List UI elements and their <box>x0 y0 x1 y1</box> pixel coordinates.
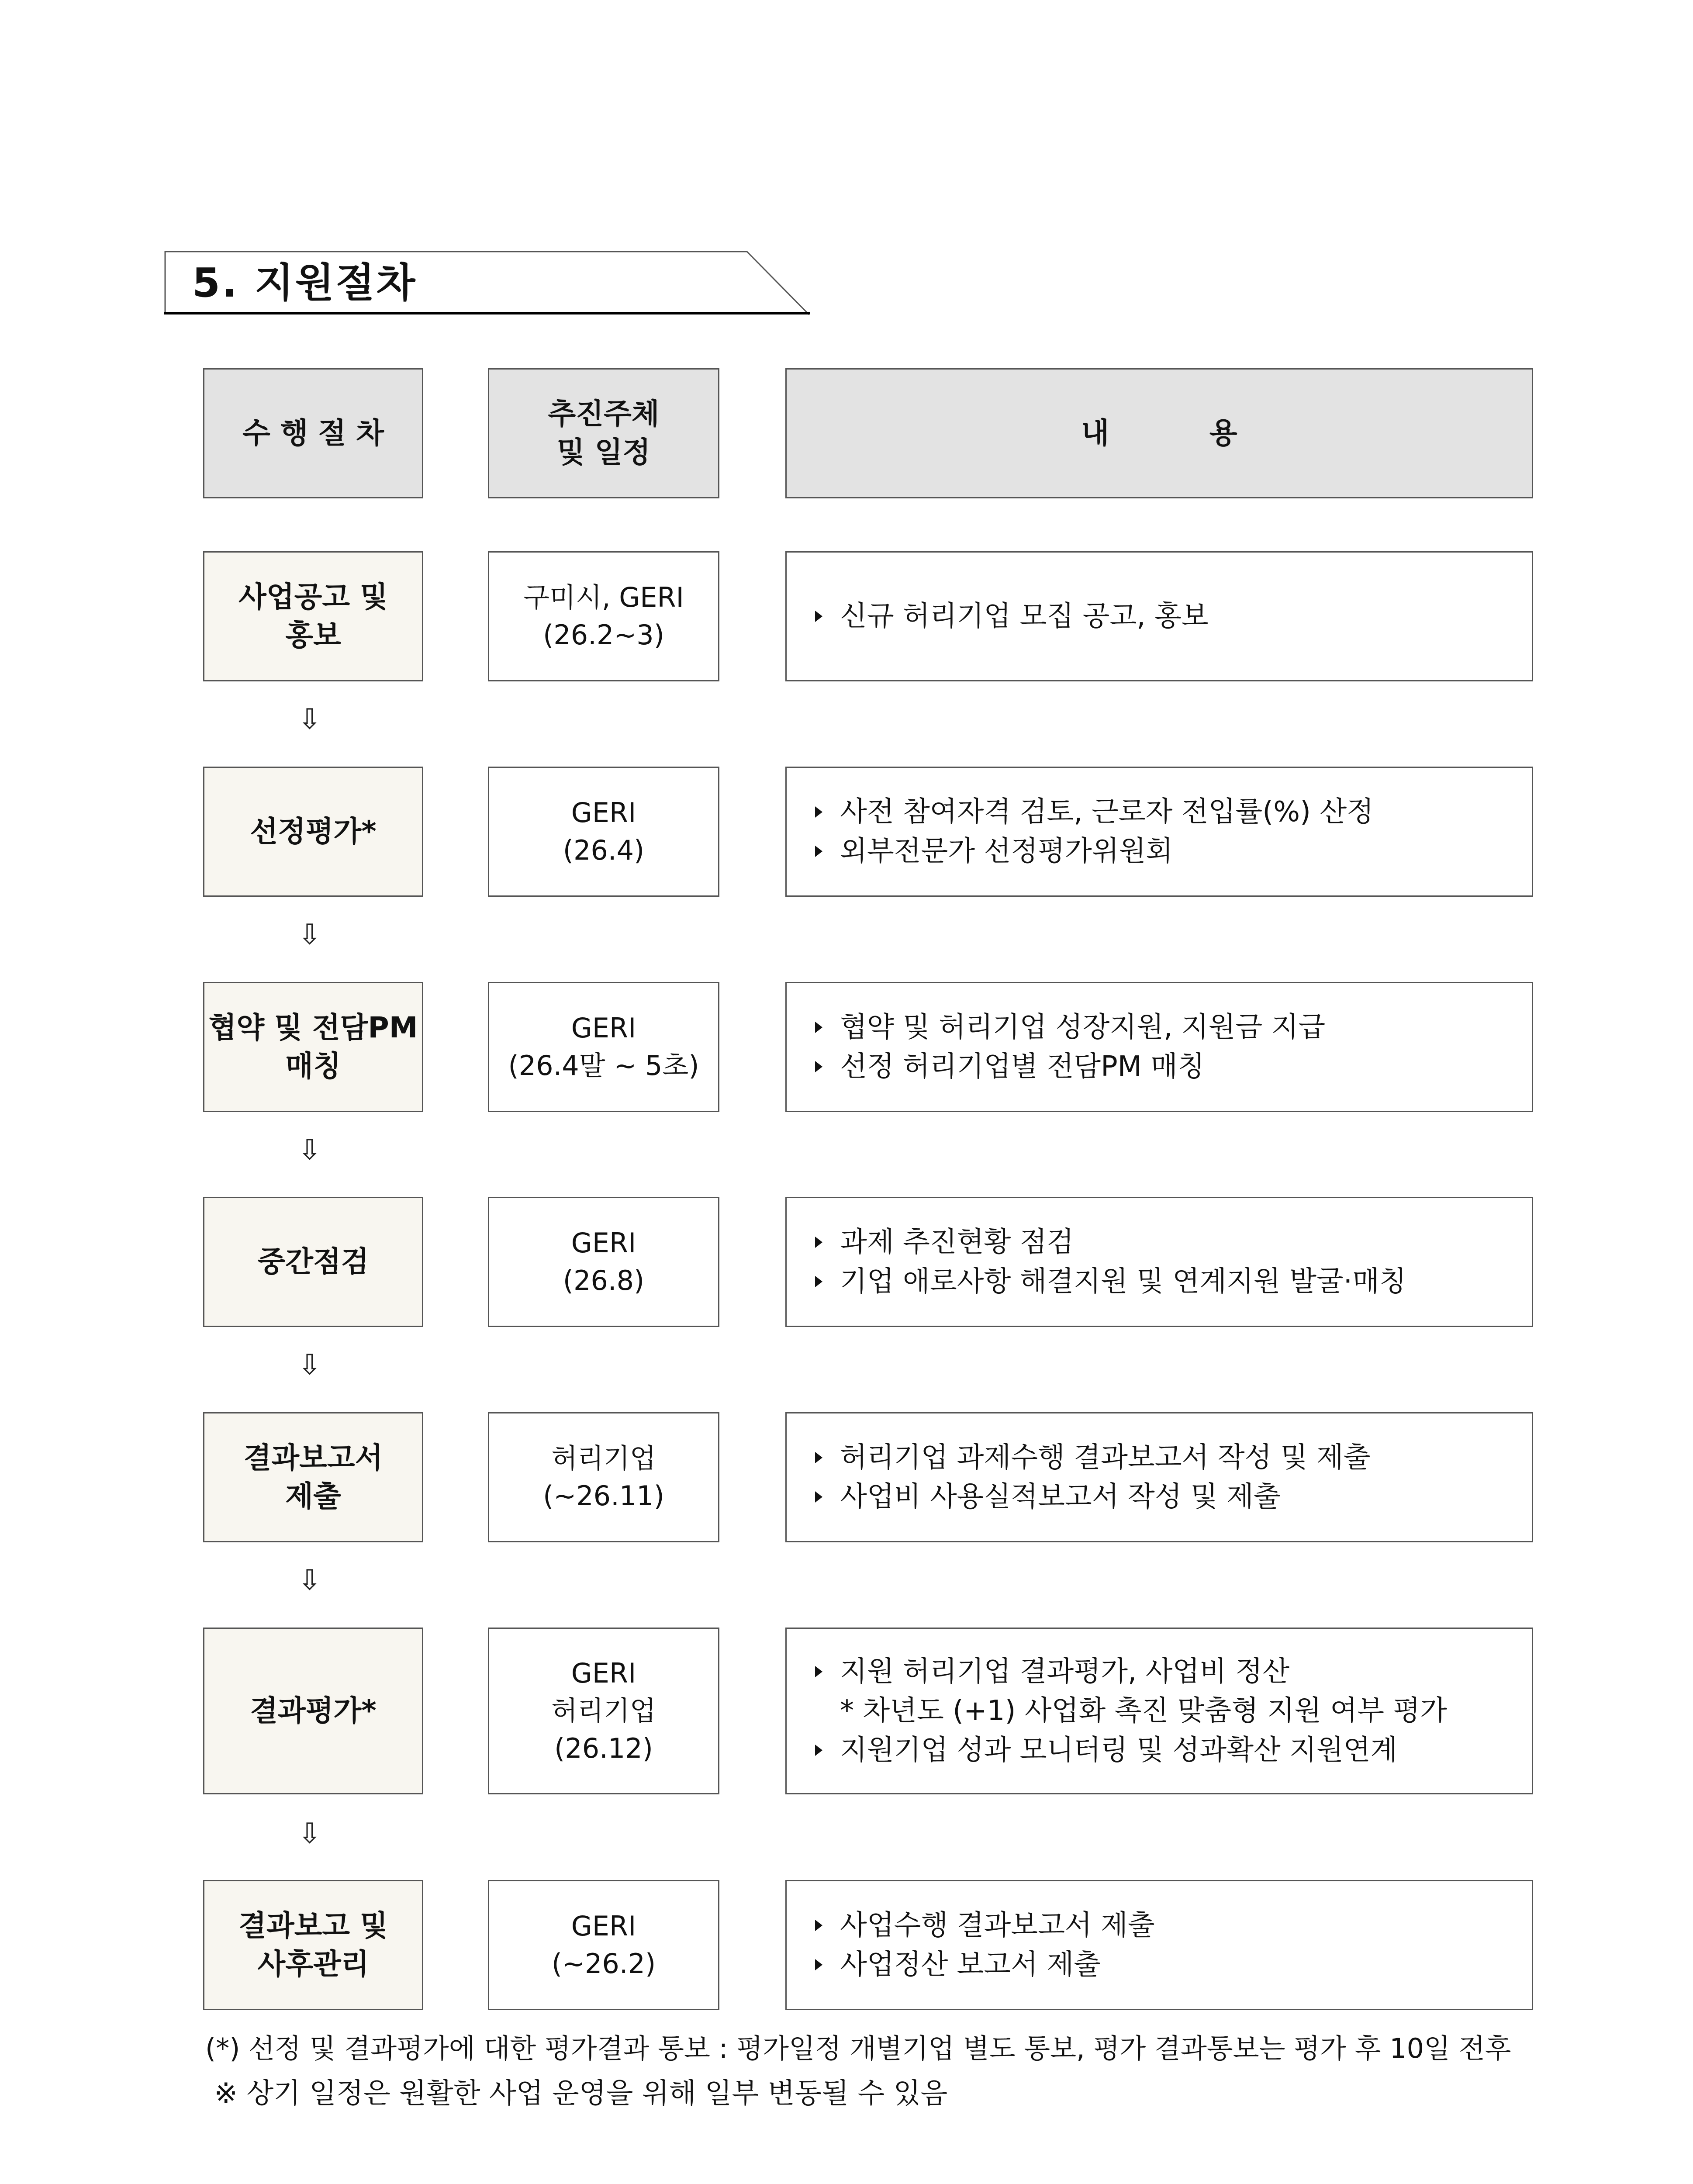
step-2-content <box>785 767 1533 897</box>
step-6-content <box>785 1628 1533 1794</box>
bullet-text: 과제 추진현황 점검 <box>840 1226 1074 1258</box>
content-bullet <box>815 1906 1155 1945</box>
step-4-content <box>785 1197 1533 1327</box>
owner-line: GERI <box>571 1910 636 1942</box>
step-name-line: 선정평가* <box>250 815 377 848</box>
step-1-content <box>785 551 1533 681</box>
step-name-line: 결과보고 및 <box>238 1909 388 1942</box>
bullet-text: 사업수행 결과보고서 제출 <box>840 1909 1155 1942</box>
step-2-name <box>203 767 423 897</box>
step-name-line: 결과보고서 <box>243 1441 383 1475</box>
step-name-line: 사업공고 및 <box>238 580 388 614</box>
step-name-line: 홍보 <box>285 619 341 652</box>
owner-line: 허리기업 <box>551 1695 656 1727</box>
bullet-text: 허리기업 과제수행 결과보고서 작성 및 제출 <box>840 1441 1371 1474</box>
header-owner-line2: 및 일정 <box>556 435 651 469</box>
step-name-line: 매칭 <box>285 1049 341 1083</box>
bullet-text: 협약 및 허리기업 성장지원, 지원금 지급 <box>840 1011 1326 1044</box>
bullet-triangle-icon <box>815 1452 822 1463</box>
step-3-content <box>785 982 1533 1112</box>
content-bullet <box>815 1652 1289 1691</box>
header-content-label: 내 용 <box>1081 416 1237 450</box>
step-name-line: 결과평가* <box>250 1694 377 1728</box>
header-step-label: 수 행 절 차 <box>242 416 384 450</box>
schedule-line: (26.8) <box>563 1265 645 1296</box>
header-step <box>203 368 423 498</box>
down-arrow-icon: ⇩ <box>298 1349 321 1381</box>
down-arrow-icon: ⇩ <box>298 919 321 951</box>
content-bullet <box>815 1438 1371 1477</box>
down-arrow-icon: ⇩ <box>298 1134 321 1166</box>
content-bullet <box>815 597 1209 636</box>
bullet-text: 사업비 사용실적보고서 작성 및 제출 <box>840 1481 1281 1513</box>
content-bullet <box>815 792 1374 832</box>
bullet-triangle-icon <box>815 1666 822 1677</box>
owner-line: 구미시, GERI <box>523 581 684 613</box>
step-5-content <box>785 1412 1533 1542</box>
step-3-name <box>203 982 423 1112</box>
down-arrow-icon: ⇩ <box>298 1818 321 1850</box>
bullet-text: 사업정산 보고서 제출 <box>840 1949 1101 1981</box>
owner-line: 허리기업 <box>551 1442 656 1474</box>
content-bullet <box>815 832 1173 871</box>
bullet-triangle-icon <box>815 1061 822 1072</box>
bullet-triangle-icon <box>815 611 822 622</box>
step-name-line: 협약 및 전담PM <box>208 1011 418 1044</box>
bullet-triangle-icon <box>815 1276 822 1287</box>
step-name-line: 중간점검 <box>257 1245 369 1279</box>
step-6-name <box>203 1628 423 1794</box>
step-3-owner <box>488 982 719 1112</box>
down-arrow-icon: ⇩ <box>298 1564 321 1597</box>
schedule-line: (~26.11) <box>543 1480 664 1512</box>
header-owner-line1: 추진주체 <box>548 397 660 431</box>
bullet-text: 신규 허리기업 모집 공고, 홍보 <box>840 600 1209 632</box>
content-bullet <box>815 1047 1205 1086</box>
bullet-text: 지원기업 성과 모니터링 및 성과확산 지원연계 <box>840 1734 1398 1766</box>
step-7-content <box>785 1880 1533 2010</box>
content-bullet <box>815 1008 1325 1047</box>
bullet-text: 지원 허리기업 결과평가, 사업비 정산 <box>840 1655 1290 1688</box>
bullet-triangle-icon <box>815 1237 822 1248</box>
content-bullet <box>815 1262 1406 1301</box>
step-1-owner <box>488 551 719 681</box>
content-bullet <box>815 1945 1101 1984</box>
step-name-line: 제출 <box>285 1479 341 1513</box>
footnote-schedule-change: ※ 상기 일정은 원활한 사업 운영을 위해 일부 변동될 수 있음 <box>205 2077 948 2110</box>
bullet-triangle-icon <box>815 846 822 857</box>
header-content <box>785 368 1533 498</box>
content-subnote: * 차년도 (+1) 사업화 촉진 맞춤형 지원 여부 평가 <box>840 1695 1448 1727</box>
step-4-name <box>203 1197 423 1327</box>
header-owner-schedule <box>488 368 719 498</box>
bullet-triangle-icon <box>815 1959 822 1970</box>
step-7-owner <box>488 1880 719 2010</box>
step-5-owner <box>488 1412 719 1542</box>
step-6-owner <box>488 1628 719 1794</box>
bullet-triangle-icon <box>815 1920 822 1931</box>
step-5-name <box>203 1412 423 1542</box>
bullet-text: 기업 애로사항 해결지원 및 연계지원 발굴·매칭 <box>840 1265 1406 1298</box>
schedule-line: (26.4) <box>563 834 645 866</box>
content-bullet <box>815 1223 1074 1262</box>
down-arrow-icon: ⇩ <box>298 703 321 736</box>
owner-line: GERI <box>571 1227 636 1259</box>
schedule-line: (26.12) <box>554 1732 653 1764</box>
owner-line: GERI <box>571 1012 636 1044</box>
footnote-evaluation: (*) 선정 및 결과평가에 대한 평가결과 통보 : 평가일정 개별기업 별도 통보, 평가 결과통보는 평가 후 10일 전후 <box>205 2032 1511 2064</box>
step-7-name <box>203 1880 423 2010</box>
bullet-text: 선정 허리기업별 전담PM 매칭 <box>840 1051 1205 1083</box>
owner-line: GERI <box>571 797 636 829</box>
step-4-owner <box>488 1197 719 1327</box>
content-bullet <box>815 1731 1397 1770</box>
bullet-text: 사전 참여자격 검토, 근로자 전입률(%) 산정 <box>840 796 1374 828</box>
section-title-box <box>164 250 810 316</box>
section-title: 5. 지원절차 <box>192 259 417 306</box>
step-1-name <box>203 551 423 681</box>
step-name-line: 사후관리 <box>257 1947 369 1981</box>
bullet-triangle-icon <box>815 1745 822 1756</box>
bullet-triangle-icon <box>815 1022 822 1033</box>
bullet-triangle-icon <box>815 1491 822 1503</box>
owner-line: GERI <box>571 1657 636 1689</box>
schedule-line: (26.4말 ~ 5초) <box>508 1050 699 1082</box>
schedule-line: (26.2~3) <box>543 619 664 651</box>
content-bullet <box>815 1477 1281 1517</box>
bullet-text: 외부전문가 선정평가위원회 <box>840 835 1173 867</box>
step-2-owner <box>488 767 719 897</box>
bullet-triangle-icon <box>815 806 822 818</box>
schedule-line: (~26.2) <box>551 1948 656 1980</box>
